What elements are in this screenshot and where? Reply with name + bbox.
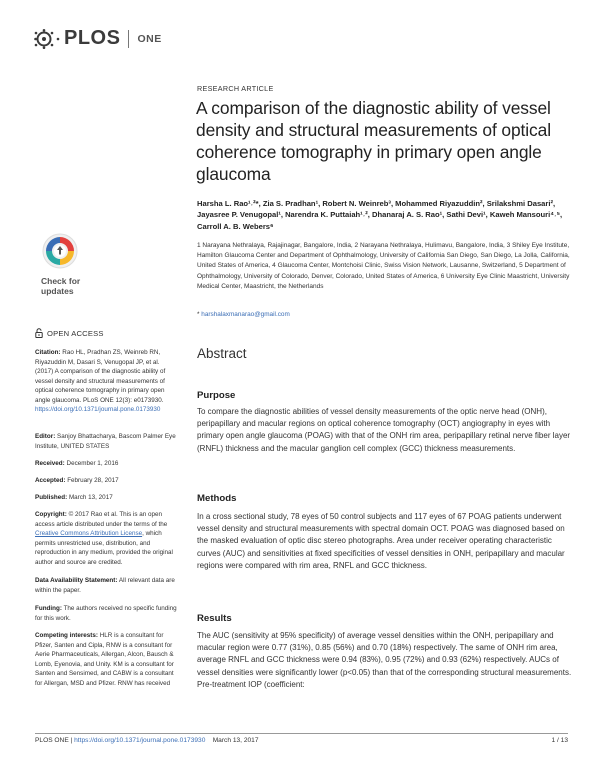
- data-availability-label: Data Availability Statement:: [35, 577, 118, 584]
- funding-text: The authors received no specific funding for this work.: [35, 605, 177, 622]
- article-title: A comparison of the diagnostic ability of vessel density and structural measurements of optical coherence tomography in primary open angle glaucoma: [196, 98, 551, 184]
- purpose-text: To compare the diagnostic abilities of vessel density measurements of the optic nerve head (ONH), peripapillary and macular regions on optical coherence tomography (OCT) angiography in eyes with primary open angle glaucoma (POAG) with that of the ONH rim area, peripapillary retinal nerve fiber layer (RNFL) thickness and the macular ganglion cell complex (GCC) thickness measurements.: [197, 407, 571, 453]
- citation-block: [35, 348, 177, 415]
- copyright-label: Copyright:: [35, 511, 67, 518]
- methods-heading: Methods: [197, 493, 237, 504]
- check-for-updates-badge[interactable]: [35, 232, 85, 296]
- cc-license-link[interactable]: Creative Commons Attribution License: [35, 530, 143, 537]
- footer-journal: PLOS ONE: [35, 737, 69, 744]
- purpose-heading: Purpose: [197, 390, 236, 401]
- page-footer: [35, 733, 568, 747]
- plos-logo[interactable]: [34, 27, 162, 50]
- citation-text: Rao HL, Pradhan ZS, Weinreb RN, Riyazuddin M, Dasari S, Venugopal JP, et al. (2017) A comparison of the diagnostic ability of vessel density and structural measurements of optical coherence tomography in primary open angle glaucoma. PLoS ONE 12(3): e0173930.: [35, 349, 166, 404]
- corresponding-email[interactable]: * harshalaxmanarao@gmail.com: [197, 311, 290, 318]
- footer-doi-link[interactable]: https://doi.org/10.1371/journal.pone.0173930: [74, 737, 206, 744]
- article-type: RESEARCH ARTICLE: [197, 84, 274, 93]
- received-block: [35, 459, 177, 469]
- footer-citation: [35, 737, 259, 747]
- competing-interests-block: [35, 631, 177, 688]
- editor-label: Editor:: [35, 433, 56, 440]
- plos-logo-icon: [34, 29, 62, 49]
- copyright-text: © 2017 Rao et al. This is an open access article distributed under the terms of the: [35, 511, 168, 528]
- footer-date: March 13, 2017: [212, 737, 259, 744]
- editor-block: [35, 432, 177, 451]
- competing-interests-label: Competing interests:: [35, 632, 98, 639]
- badge-label-line1: Check for: [41, 276, 81, 286]
- page-number: 1 / 13: [551, 737, 568, 744]
- funding-block: [35, 604, 177, 623]
- affiliations: 1 Narayana Nethralaya, Rajajinagar, Bangalore, India, 2 Narayana Nethralaya, Hulimavu, Bangalore, India, 3 Shiley Eye Institute, Hamilton Glaucoma Center and Department of Ophthalmology, University of California San Diego, San Diego, La Jolla, California, United States of America, 4 Glaucoma Center, Montchoisi Clinic, Swiss Vision Network, Lausanne, Switzerland, 5 Department of Ophthalmology, University of Colorado, Denver, Colorado, United States of America, 6 University Eye Clinic Maastricht, University Medical Center, Maastricht, the Netherlands: [197, 242, 570, 290]
- published-block: [35, 493, 177, 503]
- journal-name: ONE: [137, 32, 162, 45]
- received-label: Received:: [35, 460, 65, 467]
- methods-text: In a cross sectional study, 78 eyes of 50 control subjects and 117 eyes of 67 POAG patients underwent vessel density and structural measurements with spectral domain OCT. POAG was diagnosed based on the masked evaluation of optic disc stereo photographs. Area under receiver operating characteristic curves (AUC) and sensitivities at fixed specificities of vessel densities in ONH, peripapillary and macular regions were compared with rim area, RNFL and GCC thickness.: [197, 512, 565, 570]
- check-for-updates-icon: [41, 232, 79, 270]
- data-availability-block: [35, 576, 177, 595]
- editor-text: Sanjoy Bhattacharya, Bascom Palmer Eye Institute, UNITED STATES: [35, 433, 176, 450]
- received-date: December 1, 2016: [66, 460, 119, 467]
- copyright-block: [35, 510, 177, 567]
- funding-label: Funding:: [35, 605, 62, 612]
- logo-text: PLOS: [64, 27, 121, 49]
- published-date: March 13, 2017: [68, 494, 113, 501]
- data-availability-text: All relevant data are within the paper.: [35, 577, 175, 594]
- logo-divider: [128, 30, 129, 48]
- copyright-text-end: , which permits unrestricted use, distribution, and reproduction in any medium, provided the original author and source are credited.: [35, 530, 173, 566]
- accepted-date: February 28, 2017: [67, 477, 119, 484]
- citation-doi-link[interactable]: https://doi.org/10.1371/journal.pone.0173930: [35, 406, 161, 413]
- badge-label-line2: updates: [41, 285, 74, 296]
- results-heading: Results: [197, 613, 232, 624]
- accepted-label: Accepted:: [35, 477, 66, 484]
- open-lock-icon: [35, 328, 43, 338]
- citation-label: Citation:: [35, 349, 61, 356]
- badge-label: [41, 277, 85, 296]
- accepted-block: [35, 476, 177, 486]
- competing-interests-text: HLR is a consultant for Pfizer, Santen and Cipla, RNW is a consultant for Aerie Pharmaceuticals, Allergan, Alcon, Bausch & Lomb, Eyenovia, and Unity. KM is a consultant for Santen and Sensimed, and CABW is a consultant for Allergan, MSD and Pfizer. RNW has received: [35, 632, 174, 687]
- abstract-heading: Abstract: [197, 346, 247, 361]
- published-label: Published:: [35, 494, 68, 501]
- open-access-text: OPEN ACCESS: [47, 328, 104, 338]
- email-link[interactable]: harshalaxmanarao@gmail.com: [201, 311, 290, 318]
- open-access-label: [35, 328, 104, 338]
- author-list: Harsha L. Rao¹˒²*, Zia S. Pradhan¹, Robert N. Weinreb³, Mohammed Riyazuddin², Srilakshmi Dasari², Jayasree P. Venugopal¹, Narendra K. Puttaiah¹˒², Dhanaraj A. S. Rao¹, Sathi Devi¹, Kaweh Mansouri⁴˒⁵, Carroll A. B. Webers⁶: [197, 199, 563, 231]
- results-text: The AUC (sensitivity at 95% specificity) of average vessel densities within the ONH, peripapillary and macular region were 0.77 (31%), 0.85 (56%) and 0.70 (18%) respectively. The same of ONH rim area, average RNFL and GCC thickness were 0.94 (83%), 0.95 (72%) and 0.93 (62%) respectively. AUCs of vessel densities were significantly lower (p<0.05) than that of the corresponding structural measurements. Pre-treatment IOP (coefficient:: [197, 631, 572, 689]
- footer-separator: |: [68, 737, 75, 744]
